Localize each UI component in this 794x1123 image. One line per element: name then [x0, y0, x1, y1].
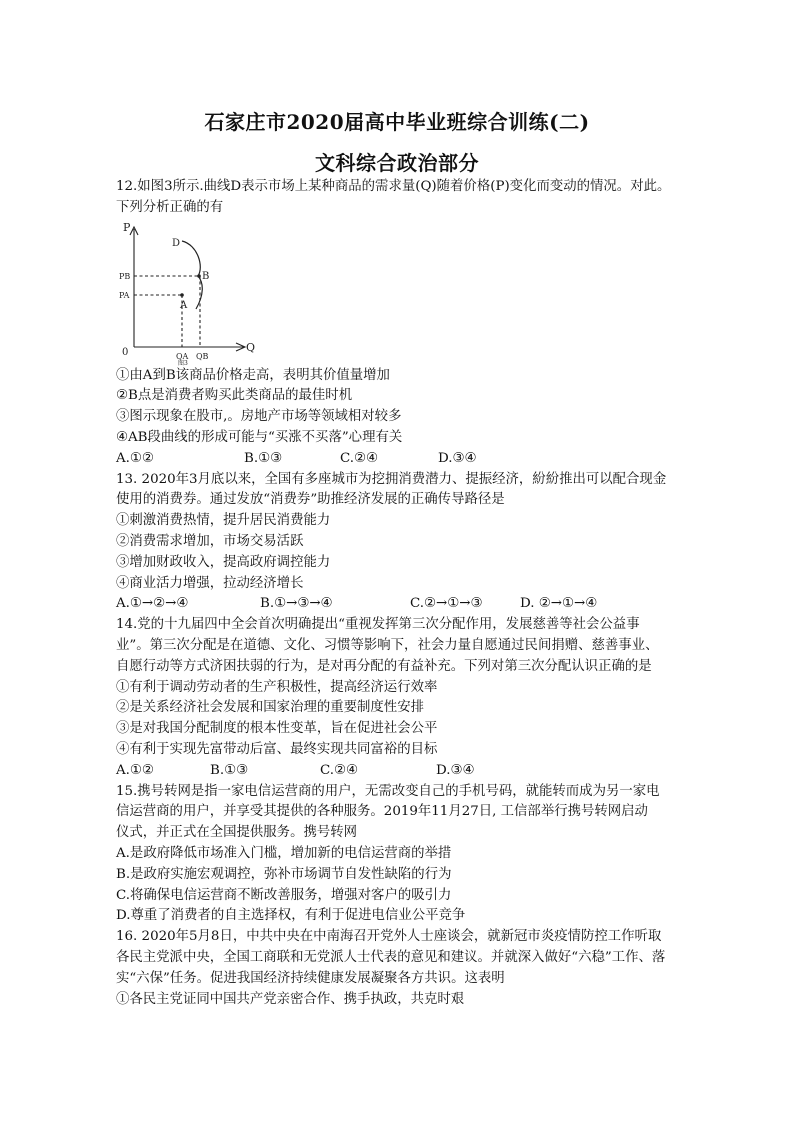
pa-label: PA	[119, 290, 130, 300]
q12-option-c: C.②④	[340, 450, 379, 466]
q14-stem-line-2: 业”。第三次分配是在道德、文化、习惯等影响下，社会力量自愿通过民间捐赠、慈善事业、	[116, 637, 659, 653]
q14-option-c: C.②④	[320, 762, 359, 778]
q13-stem-line-2: 使用的消费券。通过发放“消费券”助推经济发展的正确传导路径是	[116, 492, 505, 508]
q14-stem-line-1: 14.党的十九届四中全会首次明确提出“重视发挥第三次分配作用，发展慈善等社会公益事	[116, 617, 640, 633]
q12-option-b: B.①③	[244, 450, 283, 466]
demand-curve-diagram	[116, 219, 266, 366]
q13-option-a: A.①→②→④	[116, 596, 189, 612]
q13-options	[116, 594, 686, 615]
q14-stem-line-3: 自愿行动等方式济困扶弱的行为，是对再分配的有益补充。下列对第三次分配认识正确的是	[116, 658, 652, 674]
point-b-marker	[197, 274, 201, 278]
q12-statement-1: ①由A到B该商品价格走高，表明其价值量增加	[116, 367, 390, 383]
q12-statement-3: ③图示现象在股市,。房地产市场等领域相对较多	[116, 409, 402, 425]
q16-stem-line-3: 实“六保”任务。促进我国经济持续健康发展凝聚各方共识。这表明	[116, 970, 505, 986]
q16-stem-line-1: 16. 2020年5月8日，中共中央在中南海召开党外人士座谈会，就新冠市炎疫情防控工作听取	[116, 929, 662, 945]
question-body	[116, 177, 686, 1010]
p-axis-label: P	[123, 220, 131, 234]
document-subtitle: 文科综合政治部分	[315, 151, 479, 175]
q14-options	[116, 761, 686, 782]
q12-statement-4: ④AB段曲线的形成可能与“买涨不买落”心理有关	[116, 429, 403, 445]
origin-label: 0	[122, 346, 129, 358]
q15-option-b: B.是政府实施宏观调控，弥补市场调节自发性缺陷的行为	[116, 866, 452, 882]
qb-label: QB	[196, 351, 209, 361]
q13-statement-1: ①刺激消费热情，提升居民消费能力	[116, 513, 331, 529]
q13-option-b: B.①→③→④	[260, 596, 333, 612]
q13-option-c: C.②→①→③	[410, 596, 483, 612]
q14-statement-1: ①有利于调动劳动者的生产积极性，提高经济运行效率	[116, 679, 438, 695]
curve-d-label: D	[172, 237, 181, 249]
q14-option-d: D.③④	[436, 762, 475, 778]
qa-label: QA	[176, 351, 189, 361]
q13-statement-2: ②消费需求增加，市场交易活跃	[116, 533, 304, 549]
q-axis-label: Q	[246, 340, 256, 354]
q15-stem-line-2: 信运营商的用户，并享受其提供的各种服务。2019年11月27日, 工信部举行携号转网启动	[116, 804, 648, 820]
point-a-label: A	[180, 299, 188, 311]
q13-statement-4: ④商业活力增强，拉动经济增长	[116, 575, 304, 591]
q12-statement-2: ②B点是消费者购买此类商品的最佳时机	[116, 388, 353, 404]
pb-label: PB	[119, 271, 131, 281]
figure-caption: 图3	[178, 359, 188, 366]
q13-statement-3: ③增加财政收入，提高政府调控能力	[116, 554, 331, 570]
document-title: 石家庄市2020届高中毕业班综合训练(二)	[204, 110, 590, 134]
q14-option-b: B.①③	[210, 762, 249, 778]
q13-option-d: D. ②→①→④	[520, 596, 598, 612]
q13-stem-line-1: 13. 2020年3月底以来，全国有多座城市为挖拥消费潜力、提振经济，紛紛推出可以配合现金	[116, 471, 667, 487]
q14-statement-4: ④有利于实现先富带动后富、最终实现共同富裕的目标	[116, 741, 438, 757]
q12-figure	[116, 219, 686, 366]
point-a-marker	[180, 293, 184, 297]
q12-options	[116, 449, 686, 470]
q12-option-a: A.①②	[116, 450, 154, 466]
q16-stem-line-2: 各民主党派中央，全国工商联和无党派人士代表的意见和建议。并就深入做好“六稳”工作、落	[116, 949, 666, 965]
q12-option-d: D.③④	[438, 450, 477, 466]
q12-stem-line-1: 12.如图3所示.曲线D表示市场上某种商品的需求量(Q)随着价格(P)变化而变动的情况。对此。	[116, 179, 671, 194]
q15-stem-line-1: 15.携号转网是指一家电信运营商的用户，无需改变自己的手机号码，就能转而成为另一家电	[116, 783, 660, 799]
q14-statement-3: ③是对我国分配制度的根本性变革，旨在促进社会公平	[116, 721, 438, 737]
q16-statement-1: ①各民主党证同中国共产党亲密合作、携手执政，共克时艰	[116, 991, 465, 1007]
q15-option-a: A.是政府降低市场准入门槛，增加新的电信运营商的举措	[116, 845, 452, 861]
q15-stem-line-3: 仪式，并正式在全国提供服务。携号转网	[116, 825, 358, 841]
point-b-label: B	[202, 270, 210, 282]
q15-option-d: D.尊重了消费者的自主选择权，有利于促进电信业公平竞争	[116, 908, 466, 924]
q12-stem-line-2: 下列分析正确的有	[116, 199, 224, 215]
q14-statement-2: ②是关系经济社会发展和国家治理的重要制度性安排	[116, 700, 424, 716]
q14-option-a: A.①②	[116, 762, 154, 778]
q15-option-c: C.将确保电信运营商不断改善服务，增强对客户的吸引力	[116, 887, 452, 903]
